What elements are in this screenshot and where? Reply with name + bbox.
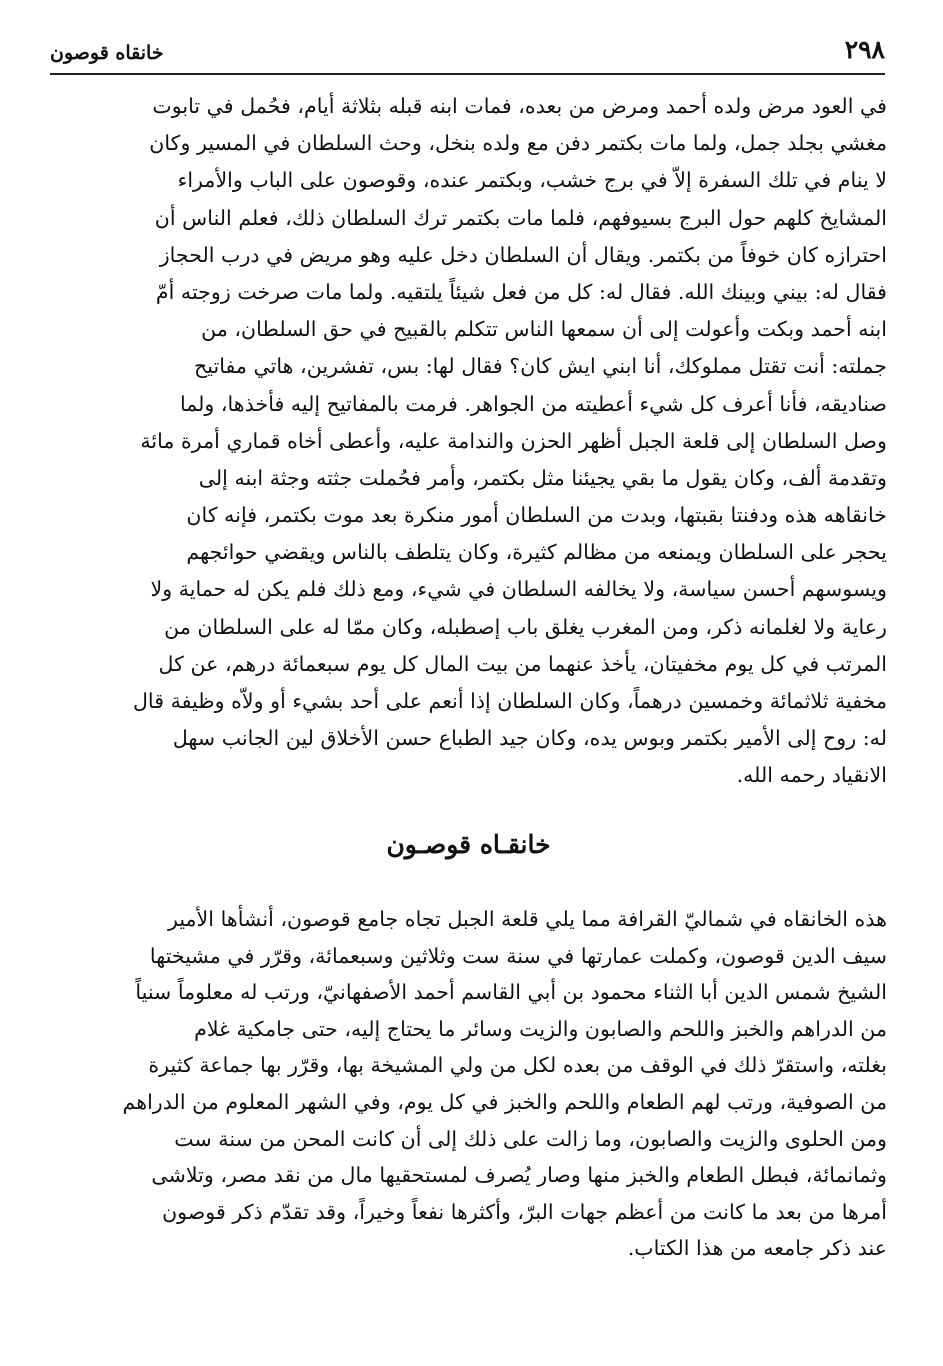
text-line: ابنه أحمد وبكت وأعولت إلى أن سمعها الناس تتكلم بالقبيح في حق السلطان، من bbox=[201, 317, 887, 342]
text-line: في العود مرض ولده أحمد ومرض من بعده، فمات ابنه قبله بثلاثة أيام، فحُمل في تابوت bbox=[152, 94, 887, 118]
text-line: ومن الحلوى والزيت والصابون، وما زالت على ذلك إلى أن كانت المحن من سنة ست bbox=[174, 1126, 887, 1151]
text-line: مخفية ثلاثمائة وخمسين درهماً، وكان السلطان إذا أنعم على أحد بشيء أو ولاّه وظيفة قال bbox=[132, 689, 887, 713]
text-line: عند ذكر جامعه من هذا الكتاب. bbox=[627, 1236, 887, 1261]
text-line: فقال له: بيني وبينك الله. فقال له: كل من فعل شيئاً يلتقيه. ولما مات صرخت زوجته أمّ bbox=[155, 279, 887, 304]
text-line: صناديقه، فأنا أعرف كل شيء أعطيته من الجواهر. فرمت بالمفاتيح إليه فأخذها، ولما bbox=[179, 391, 887, 416]
text-line: مغشي بجلد جمل، ولما مات بكتمر دفن مع ولده بنخل، وحث السلطان في المسير وكان bbox=[149, 131, 887, 156]
text-line: سيف الدين قوصون، وكملت عمارتها في سنة ست وثلاثين وسبعمائة، وقرّر في مشيختها bbox=[149, 943, 887, 968]
text-line: هذه الخانقاه في شماليّ القرافة مما يلي قلعة الجبل تجاه جامع قوصون، أنشأها الأمير bbox=[167, 907, 887, 931]
text-line: الشيخ شمس الدين أبا الثناء محمود بن أبي القاسم أحمد الأصفهانيّ، ورتب له معلوماً سنياً bbox=[135, 980, 887, 1005]
text-line: المرتب في كل يوم مخفيتان، يأخذ عنهما من بيت المال كل يوم سبعمائة درهم، عن كل bbox=[158, 651, 887, 676]
section-heading: خانقـاه قوصـون bbox=[386, 830, 551, 859]
text-line: رعاية ولا لغلمانه ذكر، ومن المغرب يغلق باب إصطبله، وكان ممّا له على السلطان من bbox=[164, 614, 887, 639]
page-number: ٢٩٨ bbox=[844, 35, 885, 64]
text-line: المشايخ كلهم حول البرج بسيوفهم، فلما مات بكتمر ترك السلطان ذلك، فعلم الناس أن bbox=[154, 205, 887, 230]
page-header bbox=[50, 28, 885, 64]
header-rule bbox=[50, 73, 885, 75]
text-line: يحجر على السلطان ويمنعه من مظالم كثيرة، وكان يتلطف بالناس ويقضي حوائجهم bbox=[186, 540, 887, 565]
paragraph-2 bbox=[50, 901, 887, 1267]
running-head: خانقاه قوصون bbox=[50, 42, 164, 64]
text-line: وتقدمة ألف، وكان يقول ما بقي يجيئنا مثل بكتمر، وأمر فحُملت جثته وجثة ابنه إلى bbox=[198, 465, 887, 490]
text-line: وثمانمائة، فبطل الطعام والخبز منها وصار يُصرف لمستحقيها مال من نقد مصر، وتلاشى bbox=[151, 1163, 887, 1188]
text-line: جملته: أنت تقتل مملوكك، أنا ابني ايش كان؟ فقال لها: بس، تفشرين، هاتي مفاتيح bbox=[193, 354, 887, 379]
text-line: من الصوفية، ورتب لهم الطعام واللحم والخبز في كل يوم، وفي الشهر المعلوم من الدراهم bbox=[122, 1089, 887, 1114]
text-line: وصل السلطان إلى قلعة الجبل أظهر الحزن والندامة عليه، وأعطى أخاه قماري أمرة مائة bbox=[140, 428, 887, 453]
text-line: الانقياد رحمه الله. bbox=[736, 763, 887, 788]
text-line: من الدراهم والخبز واللحم والصابون والزيت وسائر ما يحتاج إليه، حتى جامكية غلام bbox=[194, 1016, 887, 1041]
text-line: ويسوسهم أحسن سياسة، ولا يخالفه السلطان في شيء، ومع ذلك فلم يكن له حماية ولا bbox=[150, 577, 887, 602]
text-line: له: روح إلى الأمير بكتمر وبوس يده، وكان جيد الطباع حسن الأخلاق لين الجانب سهل bbox=[172, 726, 887, 751]
text-line: بغلته، واستقرّ ذلك في الوقف من بعده لكل من ولي المشيخة بها، وقرّر بها جماعة كثيرة bbox=[148, 1053, 887, 1078]
text-line: لا ينام في تلك السفرة إلاّ في برج خشب، وبكتمر عنده، وقوصون على الباب والأمراء bbox=[177, 168, 887, 193]
paragraph-1 bbox=[50, 88, 887, 795]
text-line: احترازه كان خوفاً من بكتمر. ويقال أن السلطان دخل عليه وهو مريض في درب الحجاز bbox=[159, 242, 887, 267]
text-line: أمرها من بعد ما كانت من أعظم جهات البرّ، وأكثرها نفعاً وخيراً، وقد تقدّم ذكر قوصون bbox=[162, 1199, 887, 1224]
text-line: خانقاهه هذه ودفنتا بقبتها، وبدت من السلطان أمور منكرة بعد موت بكتمر، فإنه كان bbox=[186, 503, 887, 528]
